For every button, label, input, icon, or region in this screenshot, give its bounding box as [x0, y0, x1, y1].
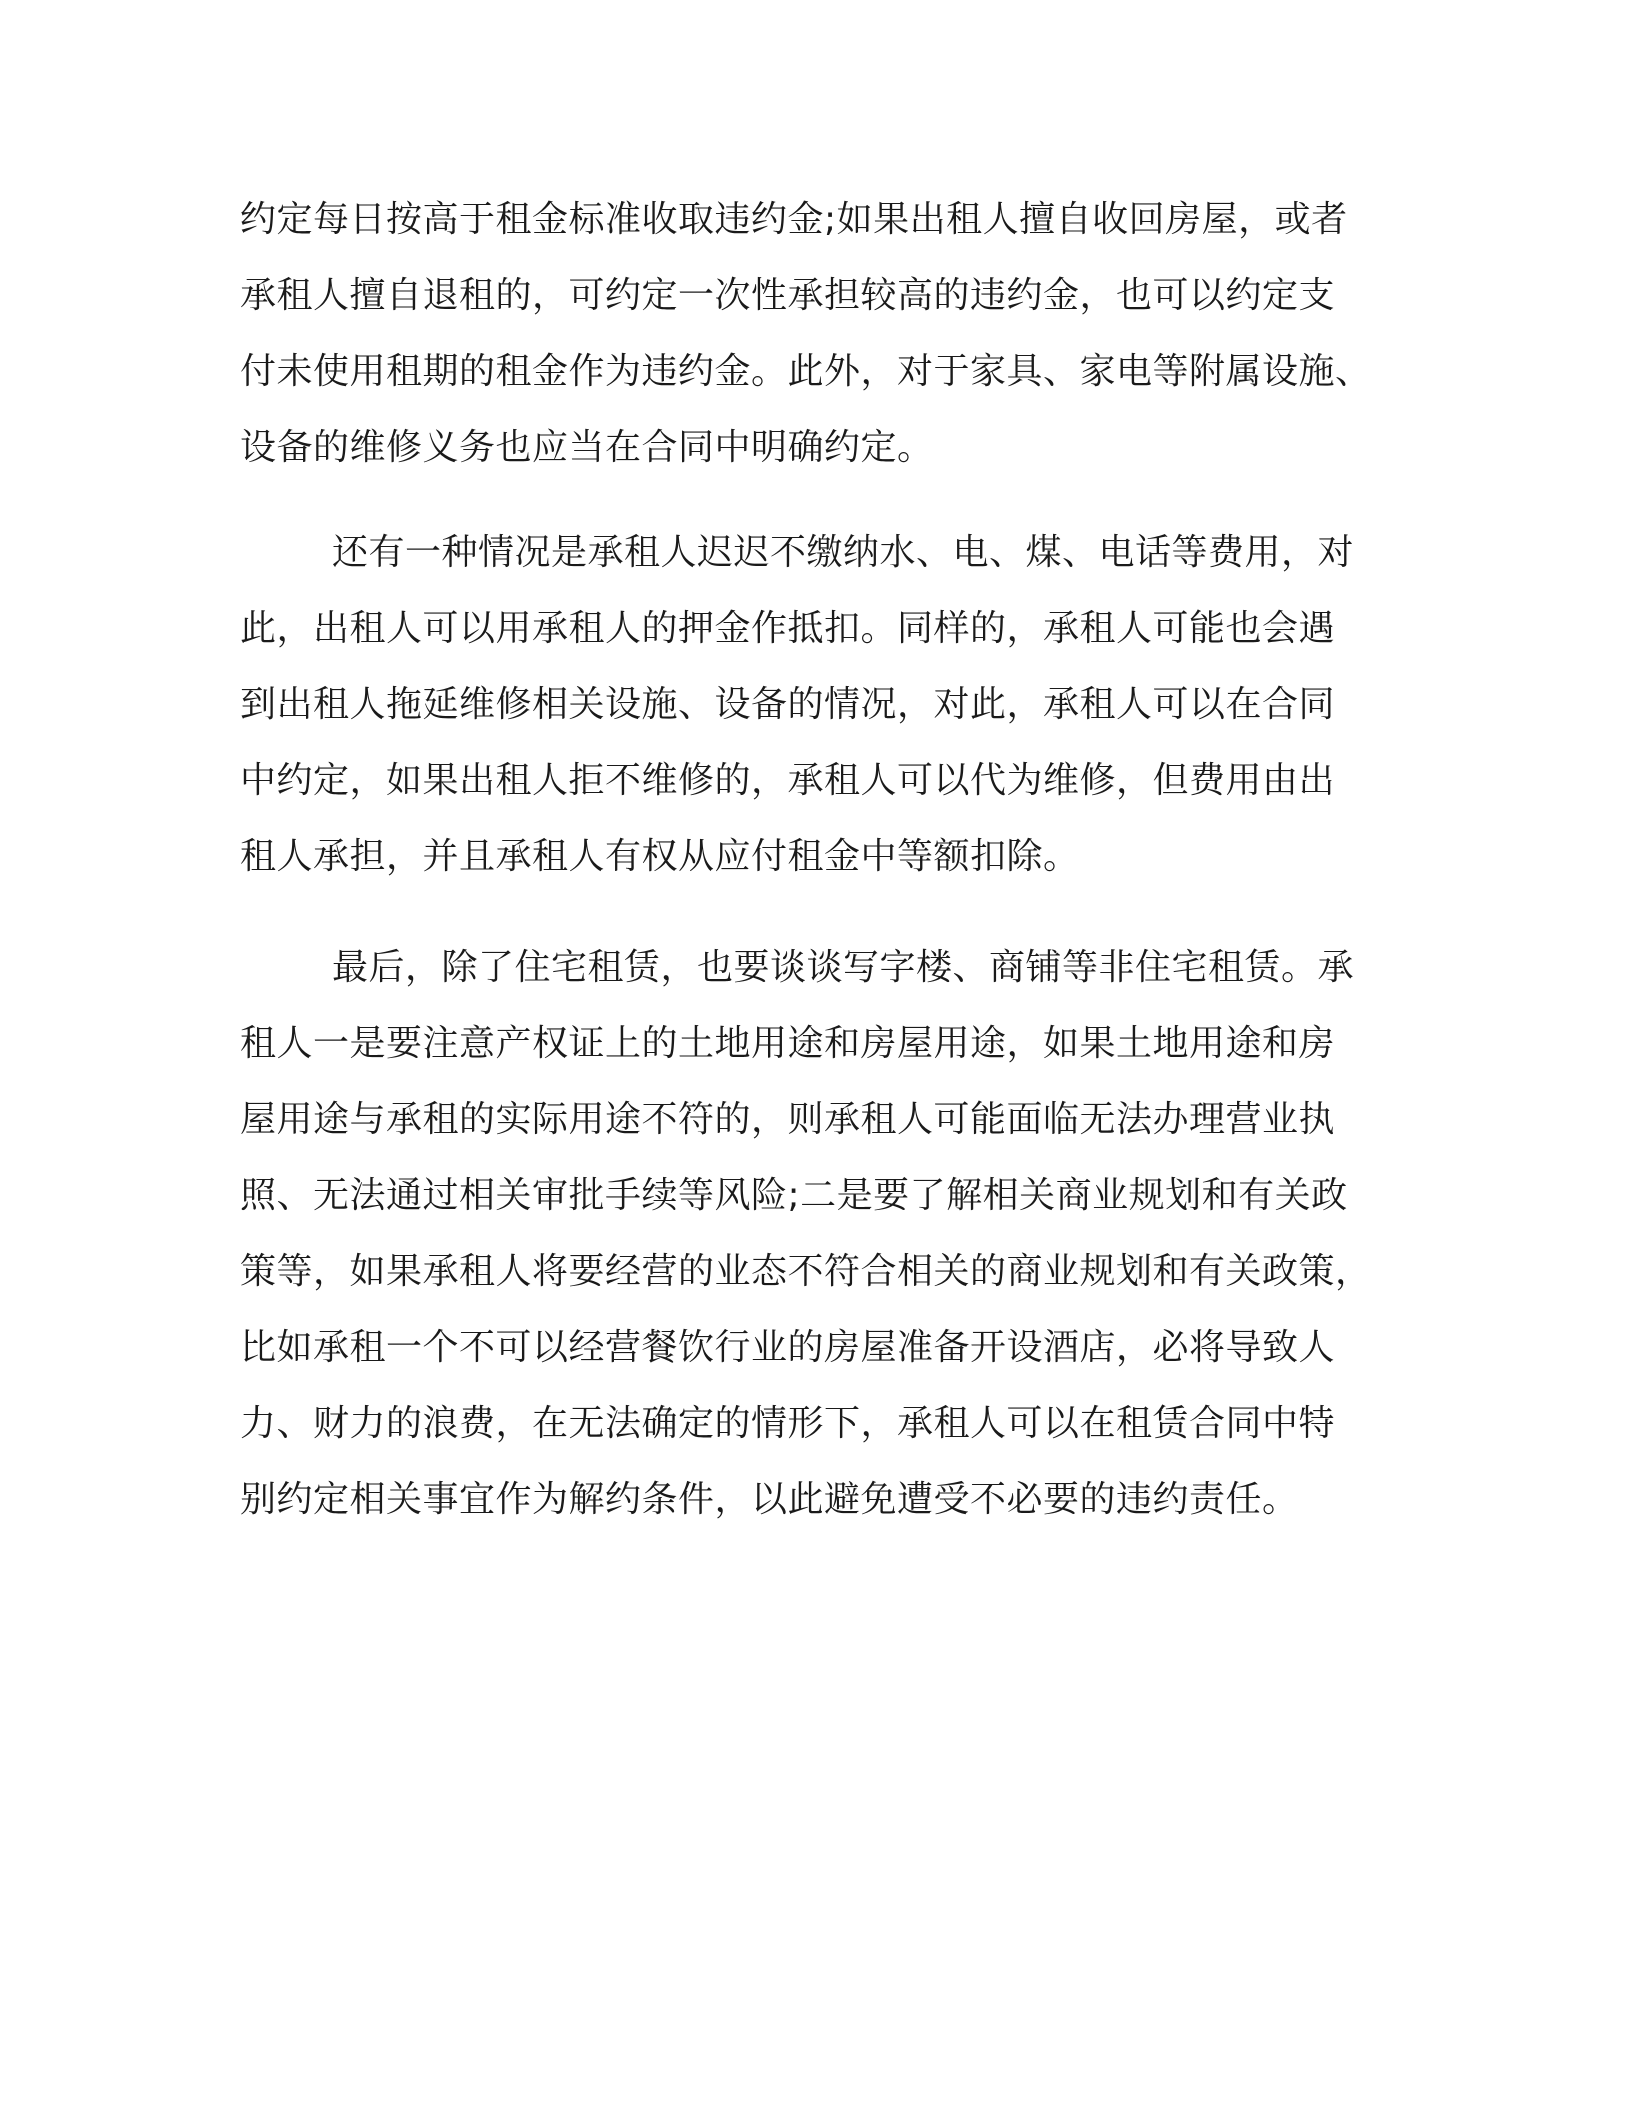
paragraph-line: 屋用途与承租的实际用途不符的，则承租人可能面临无法办理营业执: [240, 1099, 1336, 1140]
paragraph-line: 照、无法通过相关审批手续等风险;二是要了解相关商业规划和有关政: [240, 1175, 1348, 1216]
paragraph-line: 付未使用租期的租金作为违约金。此外，对于家具、家电等附属设施、: [240, 351, 1372, 392]
paragraph-1: [240, 182, 1380, 486]
paragraph-line: 租人承担，并且承租人有权从应付租金中等额扣除。: [240, 836, 1080, 877]
paragraph-line: 到出租人拖延维修相关设施、设备的情况，对此，承租人可以在合同: [240, 684, 1336, 725]
paragraph-line: 承租人擅自退租的，可约定一次性承担较高的违约金，也可以约定支: [240, 275, 1336, 316]
paragraph-line: 策等，如果承租人将要经营的业态不符合相关的商业规划和有关政策，: [240, 1251, 1372, 1292]
paragraph-line: 比如承租一个不可以经营餐饮行业的房屋准备开设酒店，必将导致人: [240, 1327, 1336, 1368]
paragraph-line: 中约定，如果出租人拒不维修的，承租人可以代为维修，但费用由出: [240, 760, 1336, 801]
paragraph-line: 最后，除了住宅租赁，也要谈谈写字楼、商铺等非住宅租赁。承: [332, 947, 1355, 988]
paragraph-line: 约定每日按高于租金标准收取违约金;如果出租人擅自收回房屋，或者: [240, 199, 1348, 240]
paragraph-2: [240, 515, 1380, 895]
paragraph-line: 设备的维修义务也应当在合同中明确约定。: [240, 427, 934, 468]
paragraph-line: 租人一是要注意产权证上的土地用途和房屋用途，如果土地用途和房: [240, 1023, 1336, 1064]
paragraph-3: [240, 930, 1380, 1538]
paragraph-line: 力、财力的浪费，在无法确定的情形下，承租人可以在租赁合同中特: [240, 1403, 1336, 1444]
paragraph-line: 别约定相关事宜作为解约条件，以此避免遭受不必要的违约责任。: [240, 1479, 1299, 1520]
paragraph-line: 此，出租人可以用承租人的押金作抵扣。同样的，承租人可能也会遇: [240, 608, 1336, 649]
paragraph-line: 还有一种情况是承租人迟迟不缴纳水、电、煤、电话等费用，对: [332, 532, 1355, 573]
